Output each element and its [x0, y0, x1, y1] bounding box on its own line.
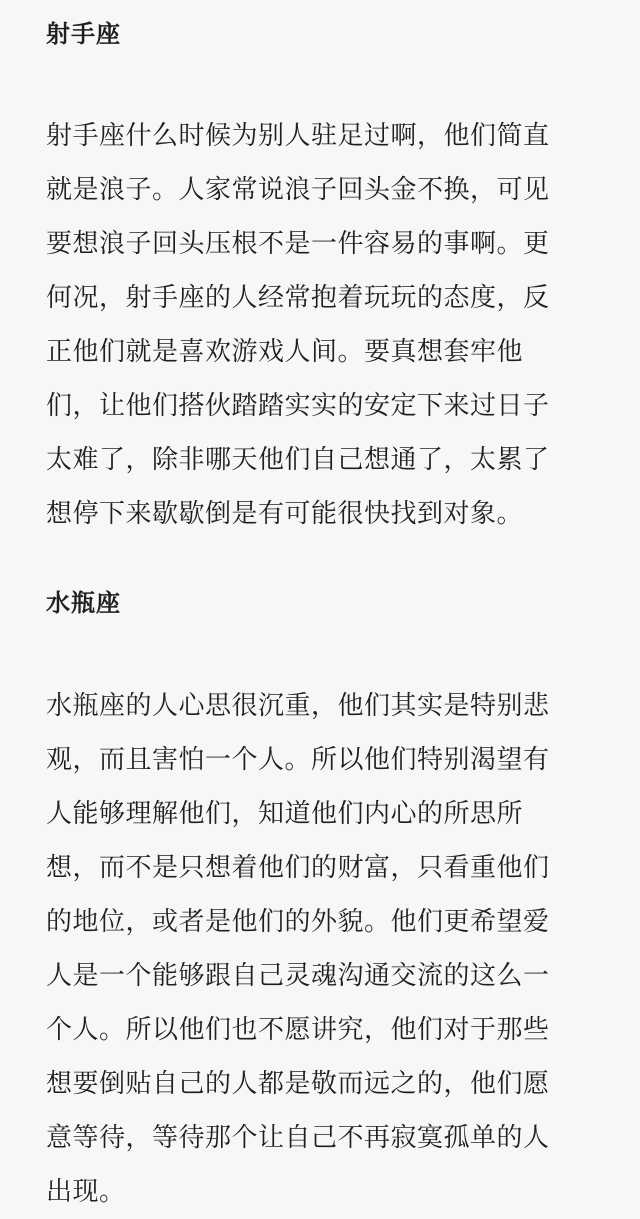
paragraph-line: 何况，射手座的人经常抱着玩玩的态度，反 — [46, 283, 550, 313]
paragraph-line: 正他们就是喜欢游戏人间。要真想套牢他 — [46, 337, 524, 367]
paragraph-line: 人是一个能够跟自己灵魂沟通交流的这么一 — [46, 961, 550, 991]
section-heading-aquarius: 水瓶座 — [46, 589, 121, 617]
paragraph-line: 射手座什么时候为别人驻足过啊，他们简直 — [46, 121, 550, 151]
paragraph-line: 想，而不是只想着他们的财富，只看重他们 — [46, 853, 550, 883]
paragraph-line: 人能够理解他们，知道他们内心的所思所 — [46, 799, 524, 829]
paragraph-line: 就是浪子。人家常说浪子回头金不换，可见 — [46, 175, 550, 205]
paragraph-line: 想停下来歇歇倒是有可能很快找到对象。 — [46, 499, 524, 529]
paragraph-aquarius — [46, 679, 598, 1219]
paragraph-line: 的地位，或者是他们的外貌。他们更希望爱 — [46, 907, 550, 937]
paragraph-line: 们，让他们搭伙踏踏实实的安定下来过日子 — [46, 391, 550, 421]
paragraph-line: 个人。所以他们也不愿讲究，他们对于那些 — [46, 1015, 550, 1045]
paragraph-line: 出现。 — [46, 1177, 126, 1207]
section-heading-sagittarius: 射手座 — [46, 20, 121, 48]
paragraph-line: 水瓶座的人心思很沉重，他们其实是特别悲 — [46, 691, 550, 721]
paragraph-line: 观，而且害怕一个人。所以他们特别渴望有 — [46, 745, 550, 775]
paragraph-line: 要想浪子回头压根不是一件容易的事啊。更 — [46, 229, 550, 259]
paragraph-line: 太难了，除非哪天他们自己想通了，太累了 — [46, 445, 550, 475]
paragraph-sagittarius — [46, 109, 598, 541]
paragraph-line: 意等待，等待那个让自己不再寂寞孤单的人 — [46, 1123, 550, 1153]
paragraph-line: 想要倒贴自己的人都是敬而远之的，他们愿 — [46, 1069, 550, 1099]
